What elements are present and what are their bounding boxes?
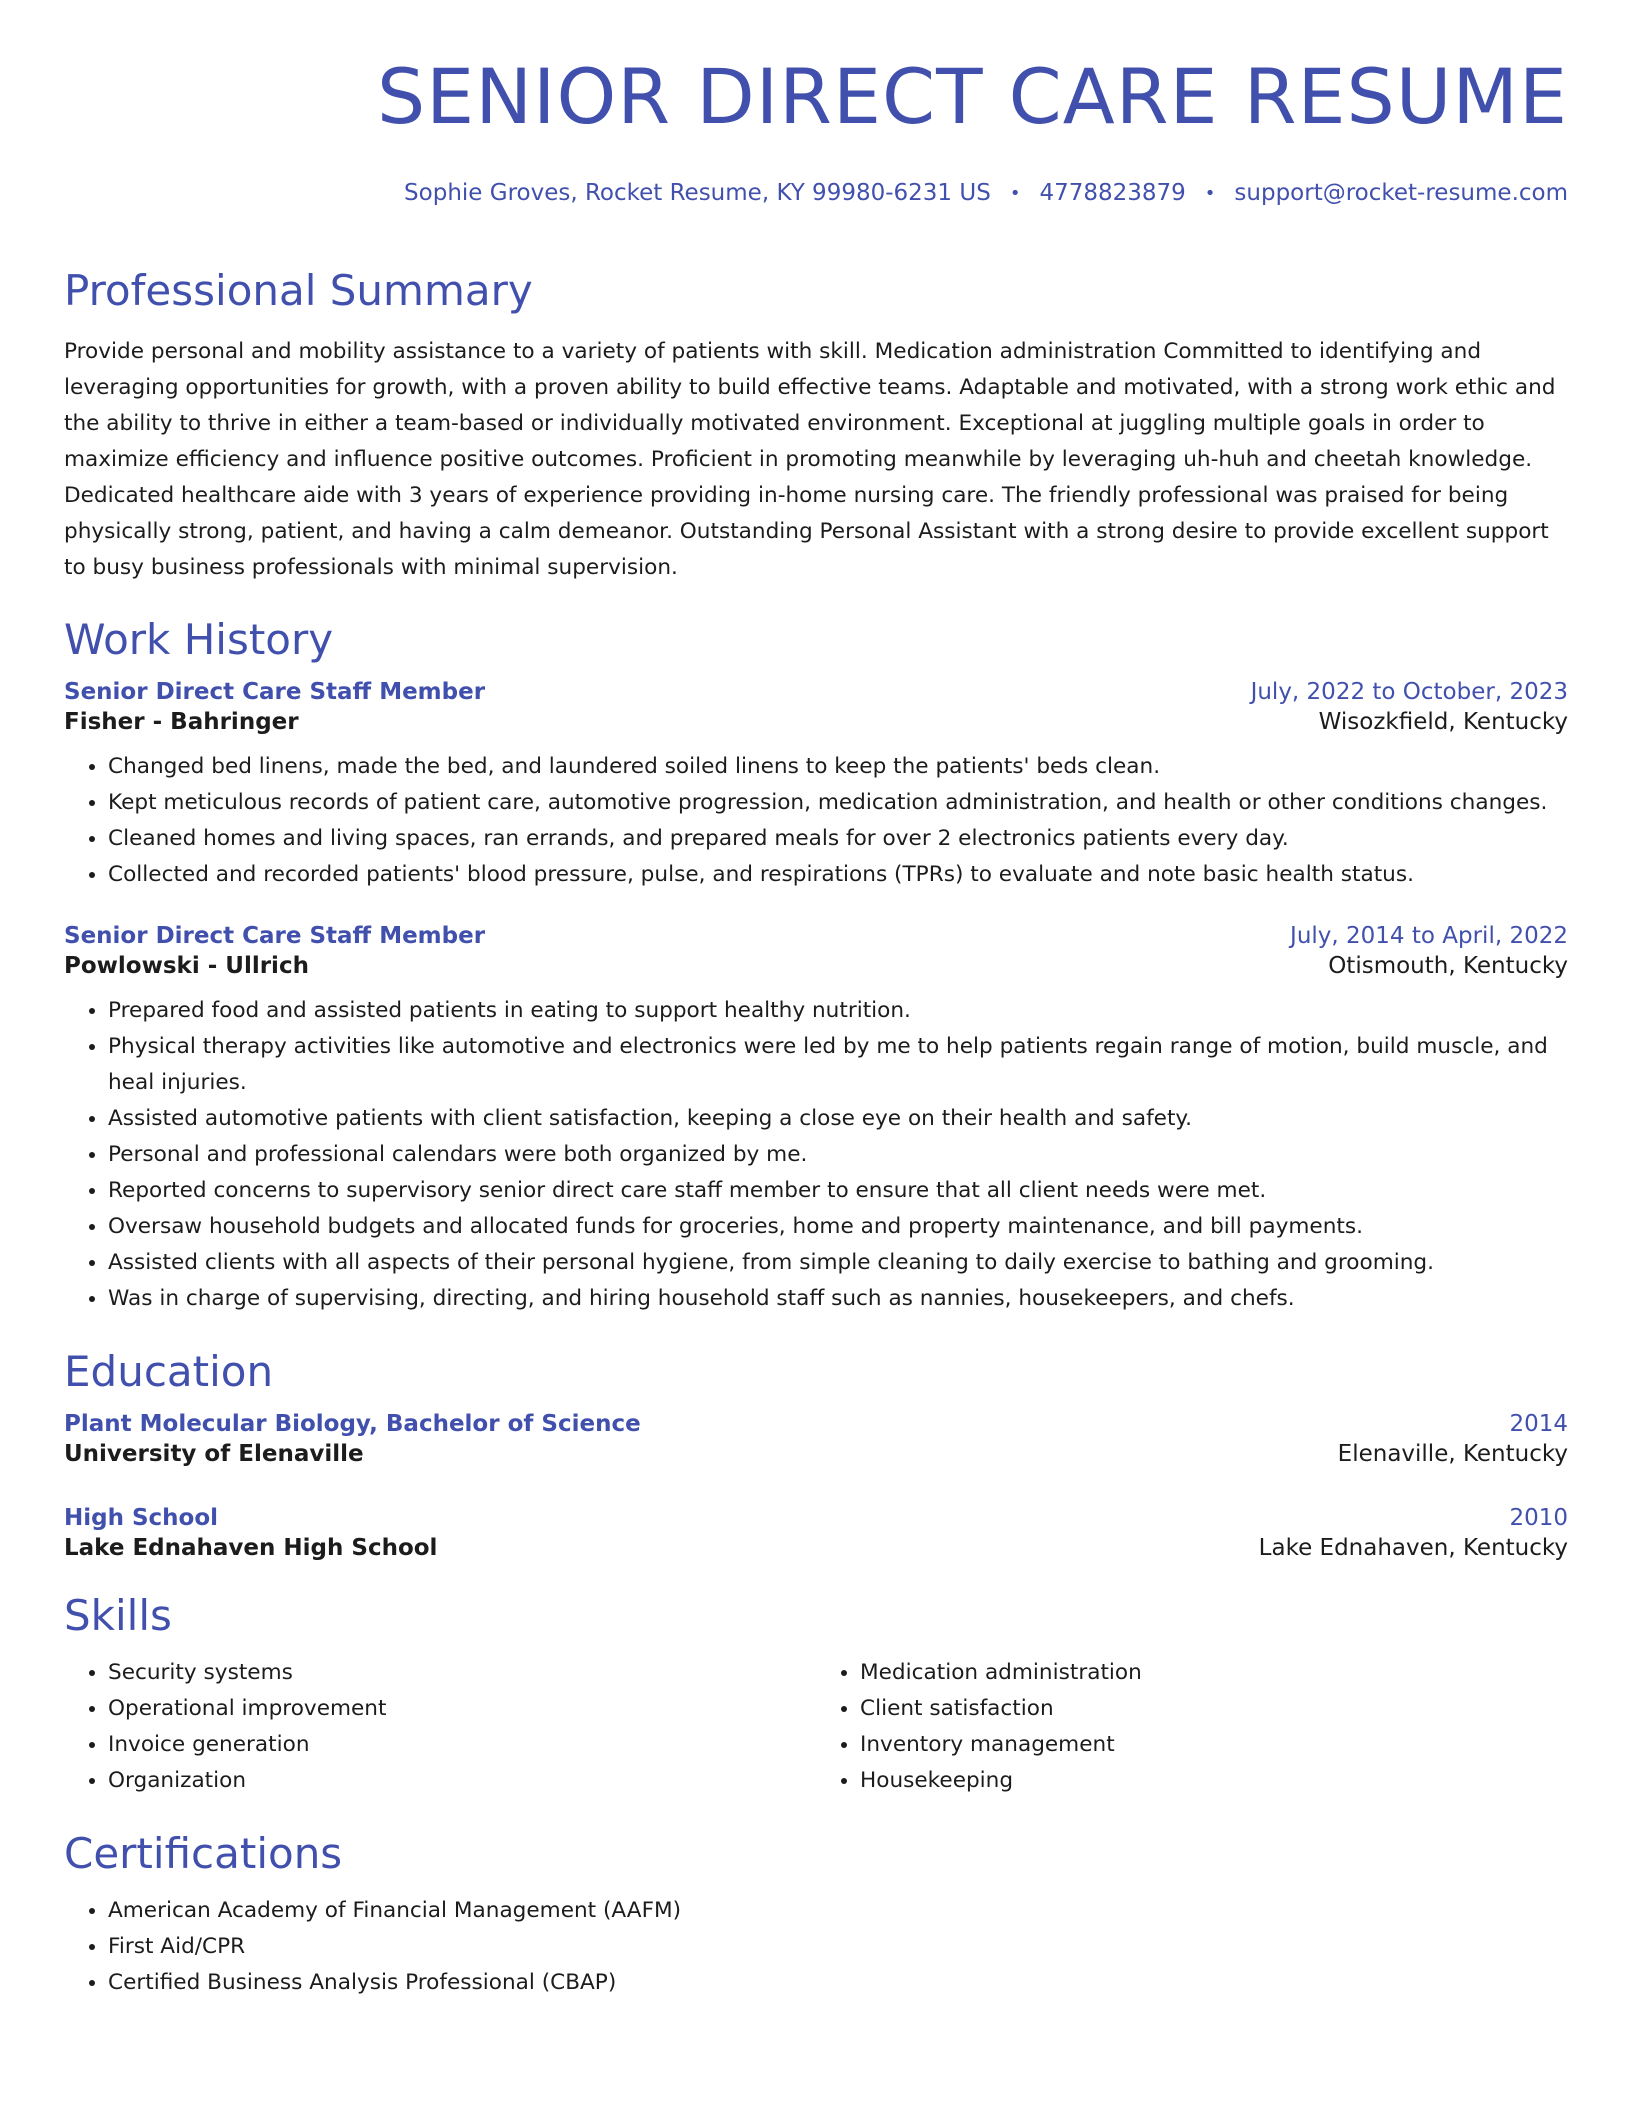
skills-list-right [816,1655,1568,1799]
education-header-row [64,1505,1568,1531]
skill-item: • Operational improvement [108,1691,816,1727]
certifications-section [64,1825,1568,2001]
resume-content [64,262,1568,2001]
job-bullet: • Collected and recorded patients' blood pressure, pulse, and respirations (TPRs) to evaluate and note basic health status. [108,857,1568,893]
resume-title: SENIOR DIRECT CARE RESUME [376,52,1568,141]
job-bullet: • Reported concerns to supervisory senior direct care staff member to ensure that all client needs were met. [108,1173,1568,1209]
job-bullet: • Oversaw household budgets and allocated funds for groceries, home and property maintenance, and bill payments. [108,1209,1568,1245]
education-school-row [64,1441,1568,1467]
certifications-heading: Certifications [64,1829,343,1878]
skill-item: • Security systems [108,1655,816,1691]
contact-line [404,180,1568,206]
job-title: Senior Direct Care Staff Member [64,923,486,949]
job-bullets [64,993,1568,1317]
job-entry [64,923,1568,1317]
skills-columns [64,1655,1568,1799]
education-school: University of Elenaville [64,1441,364,1467]
job-bullet: • Kept meticulous records of patient care, automotive progression, medication administration, and health or other conditions changes. [108,785,1568,821]
education-location: Lake Ednahaven, Kentucky [1258,1535,1568,1561]
job-company-row [64,709,1568,735]
job-dates: July, 2022 to October, 2023 [1250,679,1568,705]
education-entry [64,1411,1568,1467]
education-location: Elenaville, Kentucky [1337,1441,1568,1467]
skills-list-left [64,1655,816,1799]
skill-item: • Organization [108,1763,816,1799]
certification-item: • American Academy of Financial Management (AAFM) [108,1893,1568,1929]
contact-phone: 4778823879 [1039,180,1186,206]
skill-item: • Housekeeping [860,1763,1568,1799]
summary-section [64,262,1568,586]
summary-heading: Professional Summary [64,266,533,315]
education-heading: Education [64,1347,274,1396]
job-bullet: • Physical therapy activities like automotive and electronics were led by me to help patients regain range of motion, build muscle, and heal injuries. [108,1029,1568,1101]
education-year: 2014 [1509,1411,1568,1437]
separator-dot: • [1009,182,1021,204]
work-history-section [64,611,1568,1317]
job-bullet: • Assisted clients with all aspects of their personal hygiene, from simple cleaning to daily exercise to bathing and grooming. [108,1245,1568,1281]
job-company: Fisher - Bahringer [64,709,299,735]
education-school-row [64,1535,1568,1561]
job-dates: July, 2014 to April, 2022 [1290,923,1568,949]
separator-dot: • [1204,182,1216,204]
job-bullet: • Changed bed linens, made the bed, and laundered soiled linens to keep the patients' beds clean. [108,749,1568,785]
certification-item: • First Aid/CPR [108,1929,1568,1965]
job-location: Wisozkfield, Kentucky [1318,709,1568,735]
job-title: Senior Direct Care Staff Member [64,679,486,705]
job-bullets [64,749,1568,893]
job-header-row [64,923,1568,949]
skills-section [64,1587,1568,1799]
job-entry [64,679,1568,893]
contact-email: support@rocket-resume.com [1234,180,1568,206]
education-year: 2010 [1509,1505,1568,1531]
job-bullet: • Cleaned homes and living spaces, ran errands, and prepared meals for over 2 electronics patients every day. [108,821,1568,857]
skill-item: • Medication administration [860,1655,1568,1691]
certification-item: • Certified Business Analysis Professional (CBAP) [108,1965,1568,2001]
certifications-list [64,1893,1568,2001]
contact-address: Sophie Groves, Rocket Resume, KY 99980-6231 US [404,180,991,206]
job-bullet: • Prepared food and assisted patients in eating to support healthy nutrition. [108,993,1568,1029]
education-degree: Plant Molecular Biology, Bachelor of Science [64,1411,641,1437]
job-company: Powlowski - Ullrich [64,953,309,979]
summary-text: Provide personal and mobility assistance to a variety of patients with skill. Medication administration Committed to identifying and leveraging opportunities for growth, with a proven ability to build effective teams. Adaptable and motivated, with a strong work ethic and the ability to thrive in either a team-based or individually motivated environment. Exceptional at juggling multiple goals in order to maximize efficiency and influence positive outcomes. Proficient in promoting meanwhile by leveraging uh-huh and cheetah knowledge. Dedicated healthcare aide with 3 years of experience providing in-home nursing care. The friendly professional was praised for being physically strong, patient, and having a calm demeanor. Outstanding Personal Assistant with a strong desire to provide excellent support to busy business professionals with minimal supervision. [64,339,1556,580]
job-company-row [64,953,1568,979]
job-location: Otismouth, Kentucky [1328,953,1568,979]
skill-item: • Client satisfaction [860,1691,1568,1727]
education-entry [64,1505,1568,1561]
skill-item: • Inventory management [860,1727,1568,1763]
education-school: Lake Ednahaven High School [64,1535,438,1561]
job-header-row [64,679,1568,705]
skill-item: • Invoice generation [108,1727,816,1763]
job-bullet: • Personal and professional calendars were both organized by me. [108,1137,1568,1173]
skills-heading: Skills [64,1591,172,1640]
education-header-row [64,1411,1568,1437]
job-bullet: • Was in charge of supervising, directing, and hiring household staff such as nannies, housekeepers, and chefs. [108,1281,1568,1317]
education-section [64,1343,1568,1561]
job-bullet: • Assisted automotive patients with client satisfaction, keeping a close eye on their health and safety. [108,1101,1568,1137]
work-history-heading: Work History [64,615,334,664]
education-degree: High School [64,1505,219,1531]
